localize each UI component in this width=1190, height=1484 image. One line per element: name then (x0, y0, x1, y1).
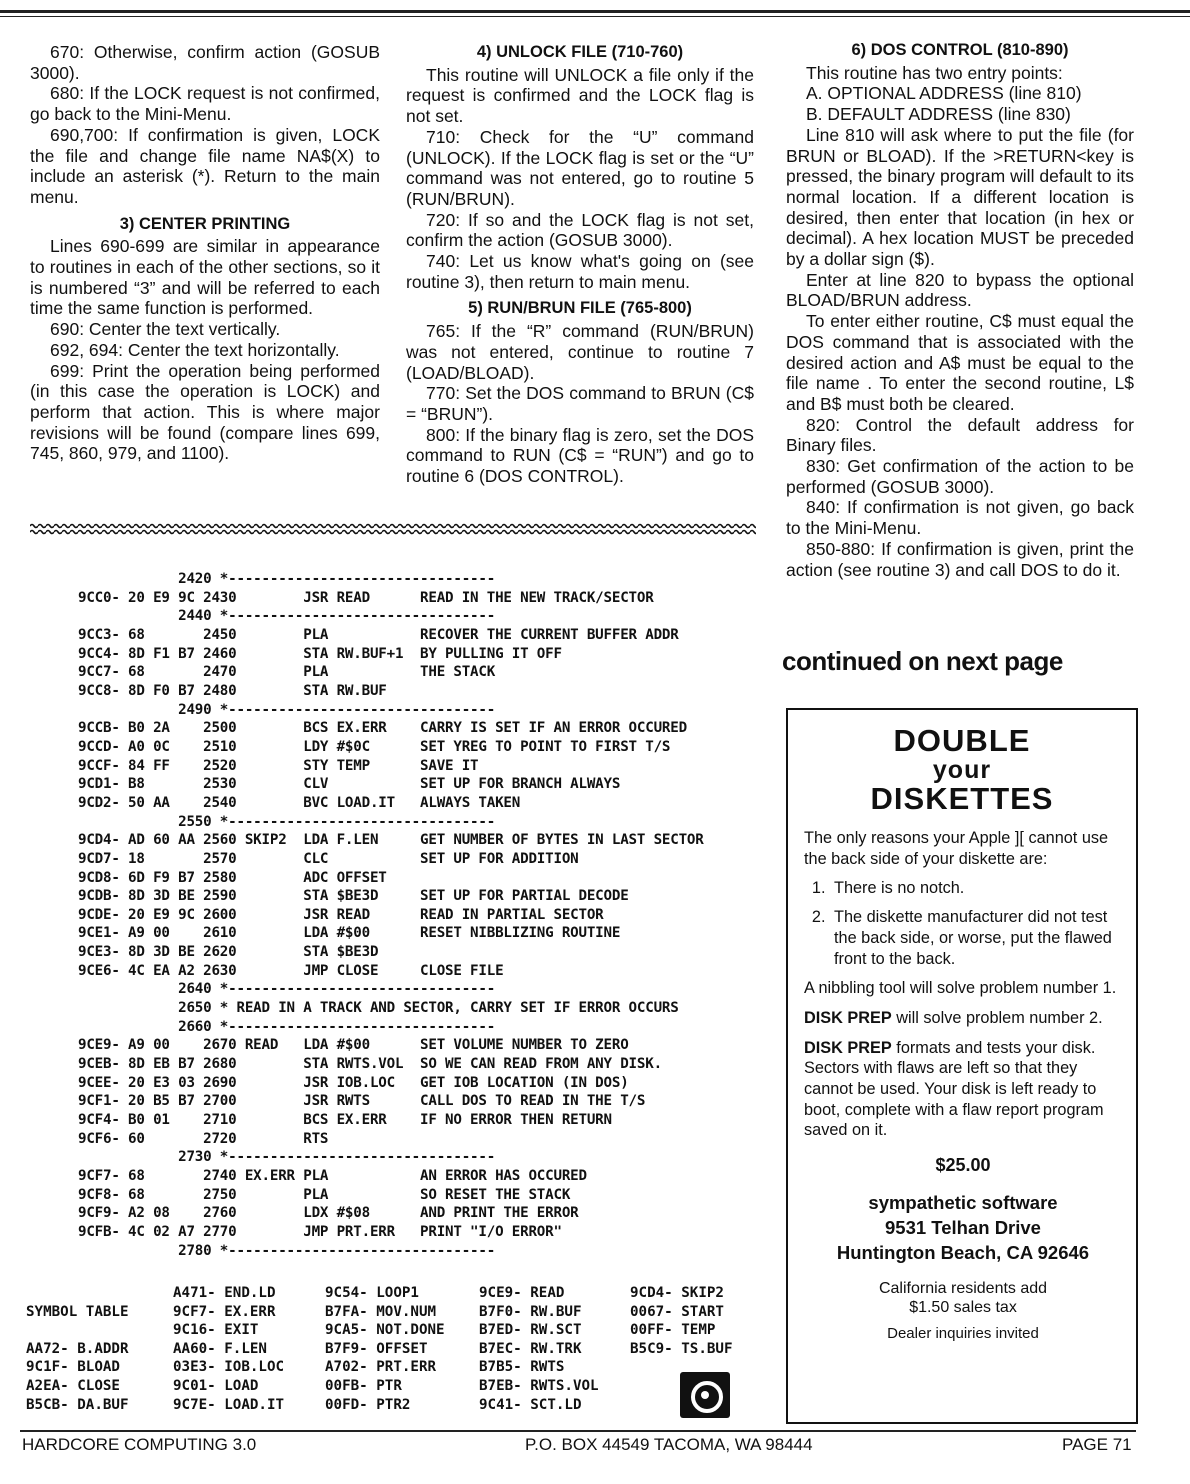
ad-paragraph: The only reasons your Apple ][ cannot use the back side of your diskette are: (804, 829, 1109, 868)
listing-line: 2780 *-------------------------------- (78, 1242, 496, 1259)
listing-line: 9CC3- 68 2450 PLA RECOVER THE CURRENT BUFFER ADDR (78, 626, 679, 643)
symbol-column (479, 1284, 599, 1414)
paragraph: 770: Set the DOS command to BRUN (C$ = “BRUN”). (406, 383, 754, 424)
section-heading: 3) CENTER PRINTING (119, 214, 291, 233)
assembly-listing (78, 570, 704, 1260)
article-column-1 (30, 42, 380, 464)
listing-line: 9CC8- 8D F0 B7 2480 STA RW.BUF (78, 682, 387, 699)
symbol-entry: 9C54- LOOP1 (325, 1285, 419, 1301)
paragraph: 720: If so and the LOCK flag is not set, confirm the action (GOSUB 3000). (406, 209, 754, 251)
symbol-entry: 00FB- PTR (325, 1377, 402, 1394)
product-name: DISK PREP (804, 1038, 892, 1057)
listing-line: 9CFB- 4C 02 A7 2770 JMP PRT.ERR PRINT "I/O ERROR" (78, 1223, 562, 1240)
symbol-entry: 9C7E- LOAD.IT (173, 1396, 285, 1413)
section-heading: 5) RUN/BRUN FILE (765-800) (468, 299, 692, 318)
article-column-3 (786, 40, 1134, 580)
symbol-entry: 03E3- IOB.LOC (173, 1359, 285, 1376)
listing-line: 9CDB- 8D 3D BE 2590 STA $BE3D SET UP FOR PARTIAL DECODE (78, 888, 629, 905)
symbol-entry: 00FD- PTR2 (325, 1396, 411, 1413)
paragraph: 670: Otherwise, confirm action (GOSUB 3000). (30, 42, 380, 83)
symbol-entry: B7B5- RWTS (479, 1359, 565, 1376)
listing-line: 9CCD- A0 0C 2510 LDY #$0C SET YREG TO POINT TO FIRST T/S (78, 738, 671, 755)
advertisement-box (786, 708, 1138, 1424)
paragraph: 840: If confirmation is not given, go back to the Mini-Menu. (786, 497, 1134, 539)
symbol-entry: AA72- B.ADDR (26, 1340, 129, 1357)
symbol-entry: 0067- START (630, 1303, 724, 1320)
ad-title: DOUBLE (893, 723, 1031, 758)
symbol-entry: B7FA- MOV.NUM (325, 1303, 437, 1320)
ad-text: formats and tests your disk. Sectors with flaws are left so that they cannot be used. Your disk is left ready to boot, complete with a flaw report program saved on it. (804, 1038, 1104, 1140)
listing-line: 2660 *-------------------------------- (78, 1018, 496, 1035)
paragraph: This routine has two entry points: (806, 62, 1063, 83)
listing-line: 2650 * READ IN A TRACK AND SECTOR, CARRY SET IF ERROR OCCURS (78, 1000, 679, 1017)
listing-line: 2490 *-------------------------------- (78, 701, 496, 718)
ad-title: your (932, 756, 992, 784)
paragraph: 740: Let us know what's going on (see routine 3), then return to main menu. (406, 251, 754, 292)
symbol-entry: 9C01- LOAD (173, 1377, 259, 1394)
listing-line: 9CE1- A9 00 2610 LDA #$00 RESET NIBBLIZING ROUTINE (78, 925, 621, 942)
symbol-entry: 9CA5- NOT.DONE (325, 1322, 445, 1339)
symbol-entry: AA60- F.LEN (173, 1340, 267, 1357)
symbol-entry: 9CE9- READ (479, 1285, 565, 1301)
paragraph: 800: If the binary flag is zero, set the DOS command to RUN (C$ = “RUN”) and go to routine 6 (DOS CONTROL). (406, 424, 754, 487)
company-name: sympathetic software (868, 1191, 1058, 1213)
listing-line: 2440 *-------------------------------- (78, 608, 496, 625)
paragraph: Line 810 will ask where to put the file (for BRUN or BLOAD). If the >RETURN<key is pressed, the binary program will default to its normal location. If a different location is desired, then enter that location (in hex or decimal). A hex location MUST be preceded by a dollar sign ($). (786, 124, 1134, 270)
paragraph: Enter at line 820 to bypass the optional BLOAD/BRUN address. (786, 269, 1134, 311)
ad-tax-note (804, 1279, 1122, 1318)
tax-line: California residents add (878, 1279, 1048, 1297)
listing-line: 9CCF- 84 FF 2520 STY TEMP SAVE IT (78, 757, 479, 774)
listing-line: 9CF9- A2 08 2760 LDX #$08 AND PRINT THE ERROR (78, 1205, 579, 1222)
symbol-column (173, 1284, 284, 1414)
symbol-entry: 9CF7- EX.ERR (173, 1303, 276, 1320)
listing-line: 9CF1- 20 B5 B7 2700 JSR RWTS CALL DOS TO READ IN THE T/S (78, 1093, 646, 1110)
list-line: A. OPTIONAL ADDRESS (line 810) (806, 83, 1082, 104)
continued-notice: continued on next page (782, 646, 1063, 676)
symbol-column (630, 1284, 733, 1358)
paragraph: 710: Check for the “U” command (UNLOCK). If the LOCK flag is set or the “U” command was not entered, go to routine 5 (RUN/BRUN). (406, 126, 754, 209)
symbol-entry: 9C41- SCT.LD (479, 1396, 582, 1413)
symbol-entry: B7F0- RW.BUF (479, 1303, 582, 1320)
listing-line: 9CF7- 68 2740 EX.ERR PLA AN ERROR HAS OCCURED (78, 1168, 587, 1184)
symbol-entry: A702- PRT.ERR (325, 1359, 437, 1376)
symbol-entry (26, 1303, 129, 1322)
symbol-entry: A471- END.LD (173, 1285, 276, 1301)
paragraph: 699: Print the operation being performed (in this case the operation is LOCK) and perform that action. This is where major revisions will be found (compare lines 699, 745, 860, 979, and 1100). (30, 360, 380, 464)
listing-line: 2640 *-------------------------------- (78, 981, 496, 998)
ad-text: will solve problem number 2. (891, 1008, 1103, 1027)
top-rule-thin (0, 16, 1190, 17)
listing-line: 9CEB- 8D EB B7 2680 STA RWTS.VOL SO WE CAN READ FROM ANY DISK. (78, 1056, 662, 1073)
listing-line: 9CF4- B0 01 2710 BCS EX.ERR IF NO ERROR THEN RETURN (78, 1112, 612, 1129)
listing-line: 9CF6- 60 2720 RTS (78, 1130, 329, 1147)
ad-body (804, 828, 1122, 1345)
listing-line: 9CEE- 20 E3 03 2690 JSR IOB.LOC GET IOB LOCATION (IN DOS) (78, 1074, 629, 1091)
footer-page-number: PAGE 71 (1062, 1435, 1132, 1454)
ad-paragraph (804, 1008, 1122, 1029)
top-rule (0, 10, 1190, 13)
article-column-2 (406, 42, 754, 487)
symbol-entry: 9C1F- BLOAD (26, 1359, 120, 1376)
listing-line: 9CC4- 8D F1 B7 2460 STA RW.BUF+1 BY PULLING IT OFF (78, 645, 562, 662)
listing-line: 9CF8- 68 2750 PLA SO RESET THE STACK (78, 1186, 571, 1203)
listing-line: 9CE6- 4C EA A2 2630 JMP CLOSE CLOSE FILE (78, 962, 504, 979)
ad-list-item: 1. There is no notch. (830, 878, 1122, 899)
symbol-table-title: SYMBOL TABLE (26, 1304, 129, 1320)
symbol-entry: B7EC- RW.TRK (479, 1340, 582, 1357)
paragraph: 690,700: If confirmation is given, LOCK the file and change file name NA$(X) to include an asterisk (*). Return to the main menu. (30, 124, 380, 207)
paragraph: 765: If the “R” command (RUN/BRUN) was not entered, continue to routine 7 (LOAD/BLOAD). (406, 321, 754, 383)
symbol-entry (26, 1284, 129, 1303)
listing-line: 9CE3- 8D 3D BE 2620 STA $BE3D (78, 944, 379, 961)
paragraph: 850-880: If confirmation is given, print the action (see routine 3) and call DOS to do it. (786, 538, 1134, 580)
symbol-entry: 00FF- TEMP (630, 1322, 716, 1339)
symbol-entry: B7ED- RW.SCT (479, 1322, 582, 1339)
product-name: DISK PREP (804, 1008, 892, 1027)
tax-line: $1.50 sales tax (909, 1299, 1017, 1317)
listing-line: 9CC0- 20 E9 9C 2430 JSR READ READ IN THE NEW TRACK/SECTOR (78, 589, 654, 606)
footer-rule (20, 1430, 1136, 1432)
symbol-column (325, 1284, 445, 1414)
footer-magazine: HARDCORE COMPUTING 3.0 (22, 1435, 257, 1454)
company-city: Huntington Beach, CA 92646 (836, 1241, 1090, 1263)
ad-title: DISKETTES (870, 781, 1054, 816)
ad-list-item: 2. The diskette manufacturer did not test the back side, or worse, put the flawed front to the back. (830, 907, 1122, 969)
paragraph: To enter either routine, C$ must equal the DOS command that is associated with the desired action and A$ must be equal to the file name . To enter the second routine, L$ and B$ must both be cleared. (786, 311, 1134, 414)
ad-price: $25.00 (935, 1155, 991, 1176)
paragraph: 820: Control the default address for Binary files. (786, 414, 1134, 456)
listing-line: 9CC7- 68 2470 PLA THE STACK (78, 664, 496, 681)
listing-line: 9CD1- B8 2530 CLV SET UP FOR BRANCH ALWAYS (78, 776, 621, 793)
symbol-entry: B5C9- TS.BUF (630, 1340, 733, 1357)
paragraph: 680: If the LOCK request is not confirmed, go back to the Mini-Menu. (30, 83, 380, 125)
ad-paragraph (804, 1038, 1122, 1142)
company-street: 9531 Telhan Drive (885, 1216, 1041, 1238)
symbol-entry: B5CB- DA.BUF (26, 1396, 129, 1413)
ad-list (804, 878, 1122, 969)
symbol-column (26, 1284, 129, 1414)
listing-line: 9CCB- B0 2A 2500 BCS EX.ERR CARRY IS SET IF AN ERROR OCCURED (78, 720, 687, 737)
listing-line: 9CD2- 50 AA 2540 BVC LOAD.IT ALWAYS TAKEN (78, 794, 521, 811)
publisher-logo-icon (680, 1372, 730, 1418)
paragraph: This routine will UNLOCK a file only if the request is confirmed and the LOCK flag is not set. (406, 64, 754, 127)
symbol-entry: B7EB- RWTS.VOL (479, 1377, 599, 1394)
section-heading: 6) DOS CONTROL (810-890) (851, 41, 1069, 59)
listing-line: 9CD7- 18 2570 CLC SET UP FOR ADDITION (78, 850, 579, 867)
listing-line: 2730 *-------------------------------- (78, 1149, 496, 1166)
listing-line: 2550 *-------------------------------- (78, 813, 496, 830)
symbol-entry: A2EA- CLOSE (26, 1377, 120, 1394)
listing-line: 2420 *-------------------------------- (78, 571, 496, 587)
paragraph: Lines 690-699 are similar in appearance to routines in each of the other sections, so it is numbered “3” and will be referred to each time the same function is performed. (30, 236, 380, 319)
listing-line: 9CE9- A9 00 2670 READ LDA #$00 SET VOLUME NUMBER TO ZERO (78, 1037, 629, 1054)
paragraph: 830: Get confirmation of the action to be performed (GOSUB 3000). (786, 456, 1134, 497)
ad-company (804, 1190, 1122, 1265)
paragraph: 690: Center the text vertically. (50, 319, 281, 340)
listing-line: 9CDE- 20 E9 9C 2600 JSR READ READ IN PARTIAL SECTOR (78, 906, 604, 923)
symbol-entry: 9C16- EXIT (173, 1322, 259, 1339)
section-heading: 4) UNLOCK FILE (710-760) (476, 43, 684, 61)
ad-paragraph: A nibbling tool will solve problem number 1. (804, 979, 1117, 998)
listing-line: 9CD8- 6D F9 B7 2580 ADC OFFSET (78, 869, 387, 886)
footer-address: P.O. BOX 44549 TACOMA, WA 98444 (525, 1435, 813, 1454)
listing-line: 9CD4- AD 60 AA 2560 SKIP2 LDA F.LEN GET NUMBER OF BYTES IN LAST SECTOR (78, 832, 704, 849)
wavy-divider (30, 522, 756, 536)
symbol-entry: 9CD4- SKIP2 (630, 1285, 724, 1301)
symbol-entry: B7F9- OFFSET (325, 1340, 428, 1357)
paragraph: 692, 694: Center the text horizontally. (50, 339, 340, 360)
ad-dealer-note: Dealer inquiries invited (887, 1324, 1039, 1342)
symbol-entry (26, 1321, 129, 1340)
list-line: B. DEFAULT ADDRESS (line 830) (806, 104, 1071, 125)
